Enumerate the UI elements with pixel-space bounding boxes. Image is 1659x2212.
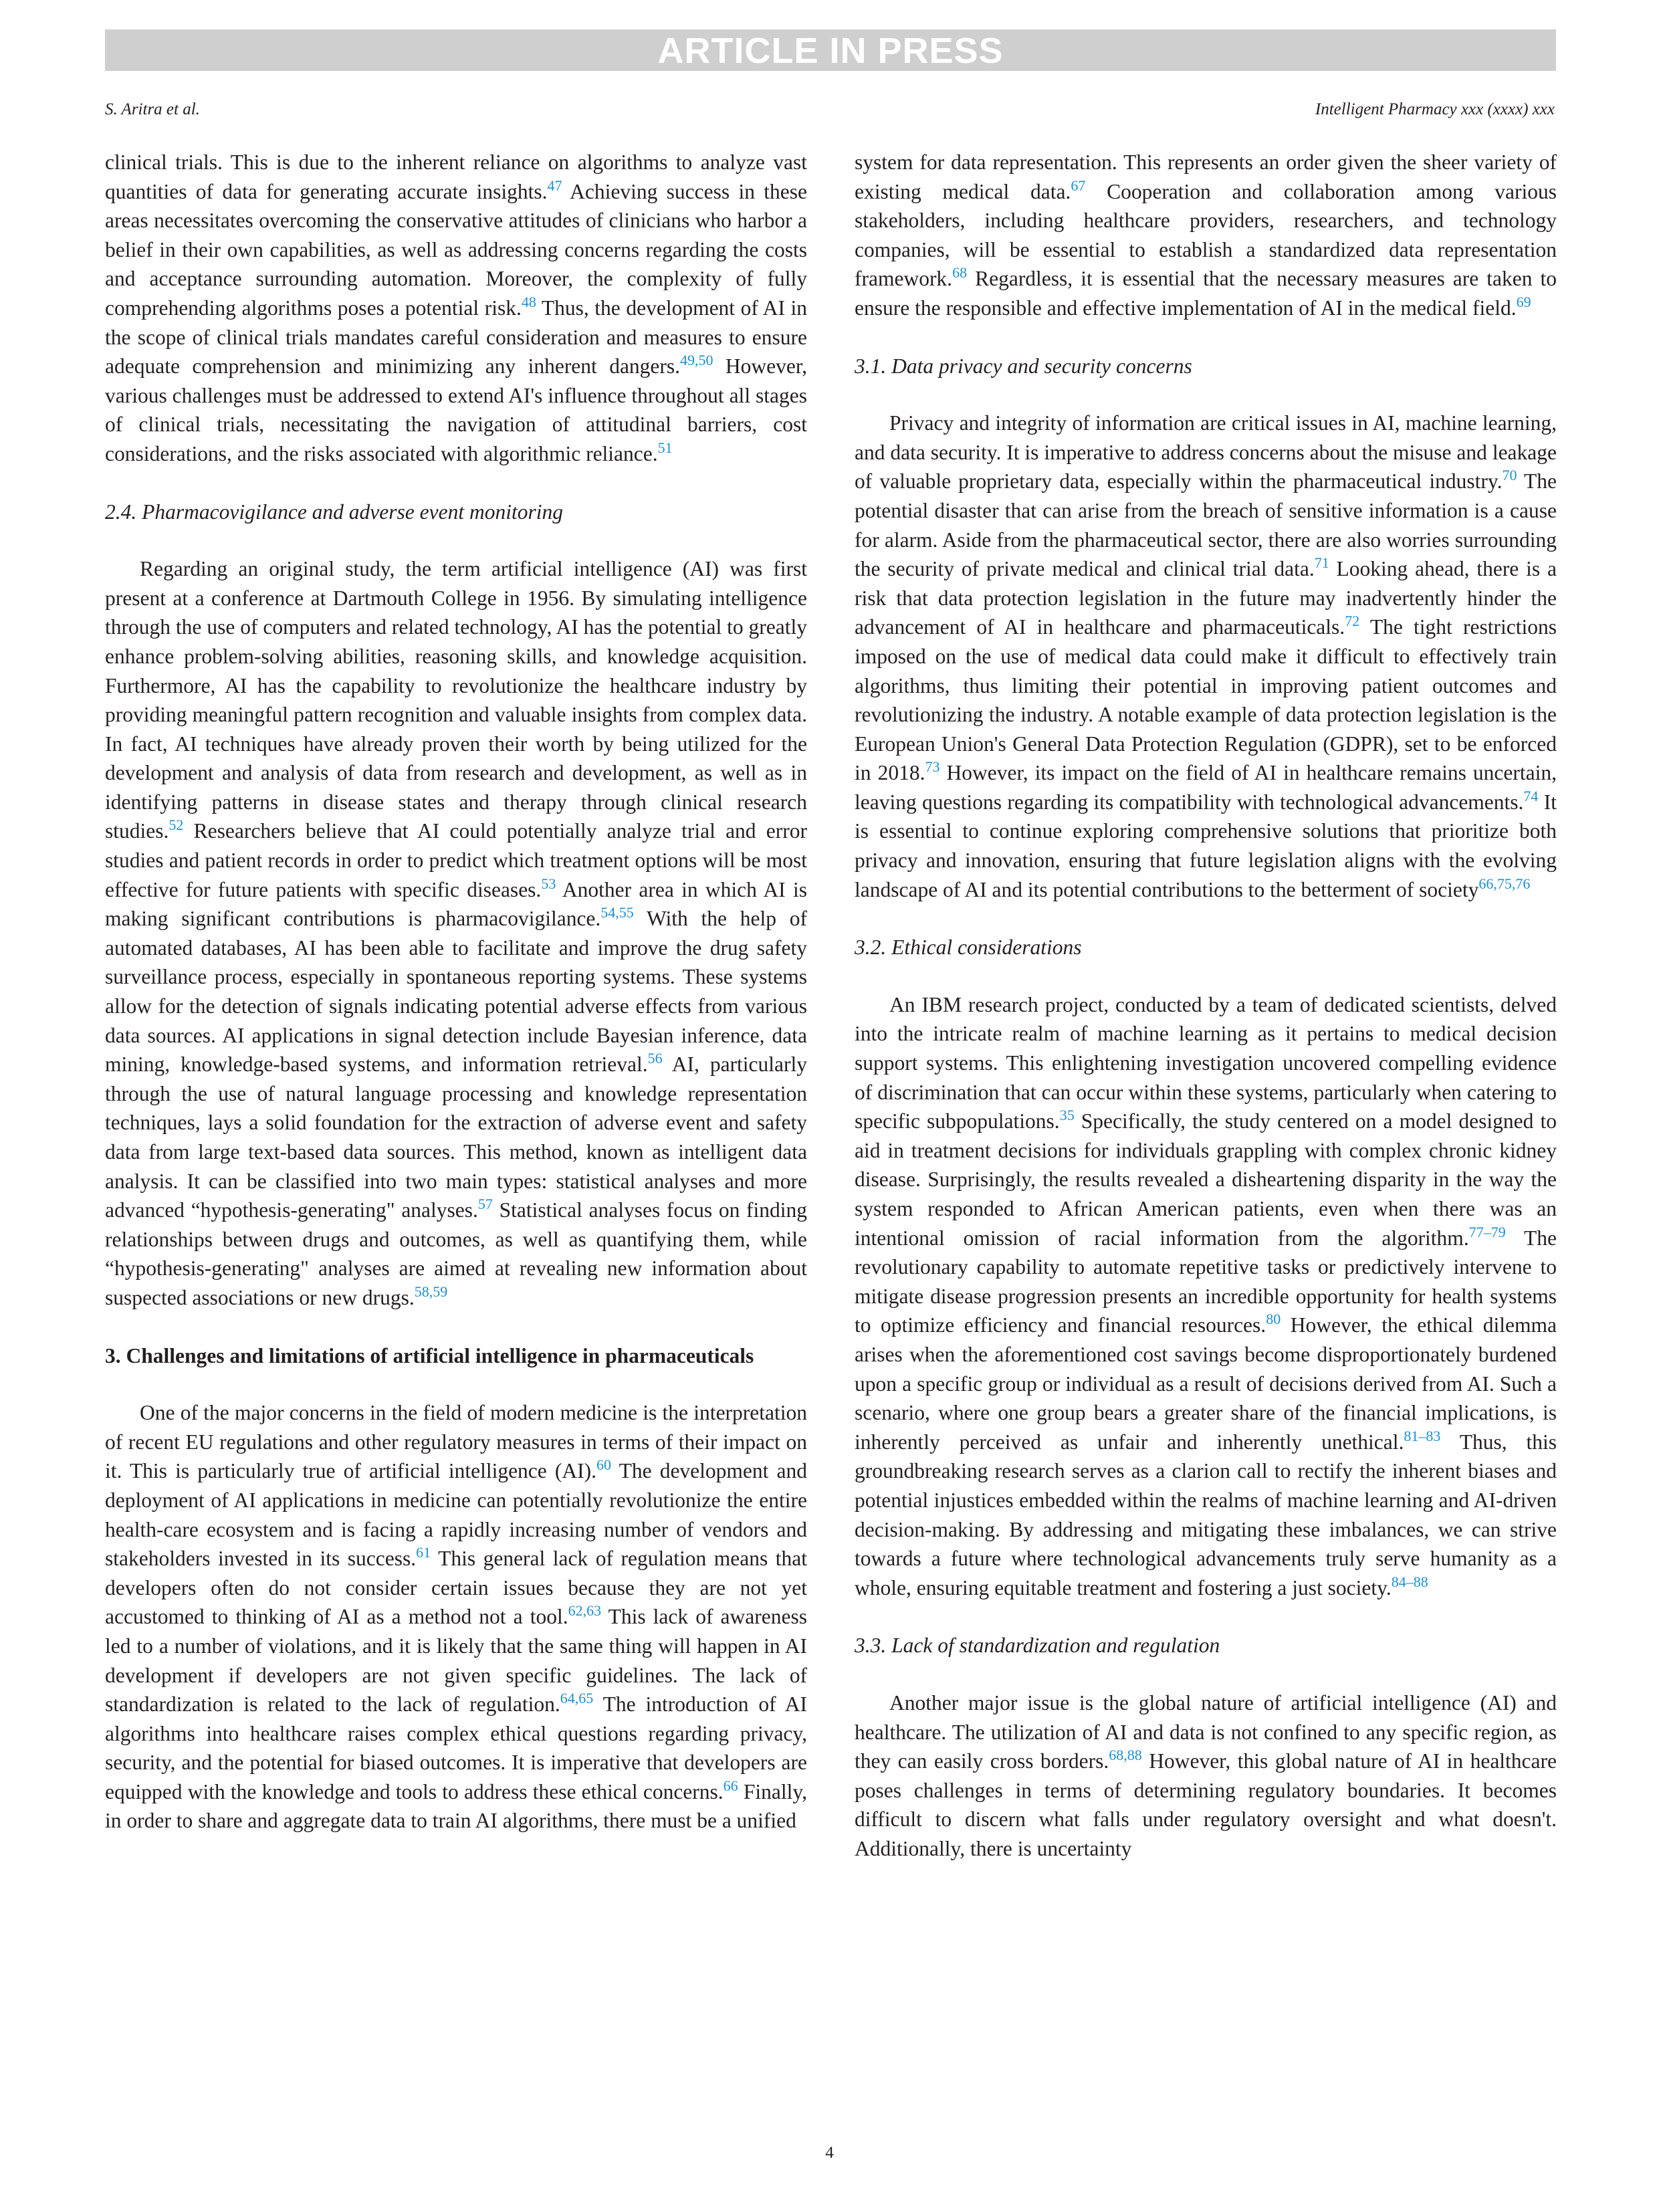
text: Regarding an original study, the term artificial intelligence (AI) was first present at a conference at Dartmouth College in 1956. By simulating intelligence through the use of computers and related technology, AI has the potential to greatly enhance problem-solving abilities, reasoning skills, and knowledge acquisition. Furthermore, AI has the capability to revolutionize the healthcare industry by providing meaningful pattern recognition and valuable insights from complex data. In fact, AI techniques have already proven their worth by being utilized for the development and analysis of data from research and development, as well as in identifying patterns in disease states and therapy through clinical research studies.: [105, 557, 807, 843]
text: Another area in which AI is making significant contributions is pharmacovigilance.: [105, 877, 807, 931]
citation-link[interactable]: 64,65: [560, 1690, 594, 1707]
text: The development and deployment of AI applications in medicine can potentially revolutionize the entire health-care ecosystem and is facing a rapidly increasing number of vendors and stakeholders invested in its success.: [105, 1459, 808, 1571]
text: AI, particularly through the use of natural language processing and knowledge representation techniques, lays a solid foundation for the extraction of adverse event and safety data from large text-based data sources. This method, known as intelligent data analysis. It can be classified into two main types: statistical analyses and more advanced “hypothesis-generating" analyses.: [105, 1053, 807, 1222]
citation-link[interactable]: 74: [1523, 787, 1539, 804]
citation-link[interactable]: 61: [416, 1544, 431, 1561]
text: It is essential to continue exploring comprehensive solutions that prioritize both privacy and innovation, ensuring that future legislation aligns with the evolving landscape of AI and its potential contributions to the betterment of society: [855, 790, 1557, 901]
text: Another major issue is the global nature of artificial intelligence (AI) and healthcare. The utilization of AI and data is not confined to any specific region, as they can easily cross borders.: [855, 1690, 1557, 1773]
subsection-heading: 3.3. Lack of standardization and regulation: [855, 1634, 1220, 1658]
text: Specifically, the study centered on a model designed to aid in treatment decisions for individuals grappling with complex chronic kidney disease. Surprisingly, the results revealed a disheartening disparity in the way the system responded to African American patients, even when there was an intentional omission of racial information from the algorithm.: [855, 1109, 1557, 1250]
citation-link[interactable]: 71: [1314, 554, 1329, 572]
subsection-heading: 2.4. Pharmacovigilance and adverse event monitoring: [105, 500, 563, 524]
text: Cooperation and collaboration among various stakeholders, including healthcare providers, researchers, and technology companies, will be essential to establish a standardized data representation framework.: [855, 179, 1557, 291]
citation-link[interactable]: 67: [1071, 177, 1086, 194]
text: Privacy and integrity of information are critical issues in AI, machine learning, and data security. It is imperative to address concerns about the misuse and leakage of valuable proprietary data, especially within the pharmaceutical industry.: [855, 411, 1557, 493]
text: The revolutionary capability to automate repetitive tasks or predictively intervene to mitigate disease progression presents an incredible opportunity for health systems to optimize efficiency and financial resources.: [855, 1226, 1557, 1337]
citation-link[interactable]: 80: [1266, 1311, 1281, 1328]
text: However, this global nature of AI in healthcare poses challenges in terms of determining regulatory boundaries. It becomes difficult to discern what falls under regulatory oversight and what doesn't. Additionally, there is uncertainty: [855, 1749, 1557, 1860]
text: This general lack of regulation means that developers often do not consider certain issues because they are not yet accustomed to thinking of AI as a method not a tool.: [105, 1547, 807, 1629]
page-number: 4: [825, 2144, 834, 2162]
citation-link[interactable]: 56: [647, 1050, 663, 1067]
text: However, the ethical dilemma arises when the aforementioned cost savings become disproportionately burdened upon a specific group or individual as a result of decisions derived from AI. Such a scenario, where one group bears a greater share of the financial implications, is inherently perceived as unfair and inherently unethical.: [855, 1313, 1557, 1454]
paragraph: [855, 409, 1557, 904]
citation-link[interactable]: 77–79: [1468, 1223, 1506, 1240]
citation-link[interactable]: 62,63: [568, 1602, 602, 1620]
text: Thus, this groundbreaking research serves as a clarion call to rectify the inherent biases and potential injustices embedded within the realms of machine learning and AI-driven decision-making. By addressing and mitigating these imbalances, we can strive towards a future where technological advancements truly serve humanity as a whole, ensuring equitable treatment and fostering a just society.: [855, 1430, 1557, 1599]
paragraph: [855, 990, 1557, 1602]
paragraph: [105, 554, 807, 1312]
text: Thus, the development of AI in the scope of clinical trials mandates careful consideration and measures to ensure adequate comprehension and minimizing any inherent dangers.: [105, 296, 808, 378]
text: The potential disaster that can arise from the breach of sensitive information is a cause for alarm. Aside from the pharmaceutical sector, there are also worries surrounding the security of private medical and clinical trial data.: [855, 469, 1557, 581]
citation-link[interactable]: 70: [1502, 467, 1517, 484]
text: One of the major concerns in the field of modern medicine is the interpretation of recent EU regulations and other regulatory measures in terms of their impact on it. This is particularly true of artificial intelligence (AI).: [105, 1401, 807, 1483]
left-column: [105, 148, 807, 1836]
running-head-authors: S. Aritra et al.: [105, 100, 200, 118]
text: Achieving success in these areas necessitates overcoming the conservative attitudes of clinicians who harbor a belief in their own capabilities, as well as addressing concerns regarding the costs and acceptance surrounding automation. Moreover, the complexity of fully comprehending algorithms poses a potential risk.: [105, 179, 807, 320]
subsection-heading: 3.1. Data privacy and security concerns: [855, 354, 1192, 378]
citation-link[interactable]: 47: [547, 177, 562, 194]
text: Statistical analyses focus on finding relationships between drugs and outcomes, as well as quantifying them, while “hypothesis-generating" analyses are aimed at revealing new information about suspected associations or new drugs.: [105, 1198, 807, 1309]
citation-link[interactable]: 66,75,76: [1478, 875, 1531, 892]
section-heading: 3. Challenges and limitations of artificial intelligence in pharmaceuticals: [105, 1343, 754, 1367]
citation-link[interactable]: 84–88: [1391, 1573, 1428, 1590]
citation-link[interactable]: 73: [925, 758, 940, 776]
citation-link[interactable]: 57: [477, 1196, 493, 1213]
citation-link[interactable]: 53: [541, 875, 556, 892]
paragraph: [855, 1688, 1557, 1864]
citation-link[interactable]: 58,59: [414, 1283, 448, 1300]
text: Looking ahead, there is a risk that data protection legislation in the future may inadvertently hinder the advancement of AI in healthcare and pharmaceuticals.: [855, 557, 1557, 639]
right-column: [855, 148, 1557, 1863]
text: The introduction of AI algorithms into healthcare raises complex ethical questions regarding privacy, security, and the potential for biased outcomes. It is imperative that developers are equipped with the knowledge and tools to address these ethical concerns.: [105, 1692, 807, 1803]
text: An IBM research project, conducted by a team of dedicated scientists, delved into the intricate realm of machine learning as it pertains to medical decision support systems. This enlightening investigation uncovered compelling evidence of discrimination that can occur within these systems, particularly when catering to specific subpopulations.: [855, 992, 1557, 1133]
citation-link[interactable]: 49,50: [680, 352, 713, 369]
text: Regardless, it is essential that the necessary measures are taken to ensure the responsible and effective implementation of AI in the medical field.: [855, 267, 1557, 320]
running-head-journal: Intelligent Pharmacy xxx (xxxx) xxx: [1315, 100, 1555, 118]
citation-link[interactable]: 52: [169, 816, 184, 834]
citation-link[interactable]: 81–83: [1404, 1427, 1441, 1444]
text: This lack of awareness led to a number of violations, and it is likely that the same thing will happen in AI development if developers are not given specific guidelines. The lack of standardization is related to the lack of regulation.: [105, 1605, 807, 1717]
paragraph: [105, 1398, 807, 1836]
citation-link[interactable]: 72: [1345, 613, 1360, 630]
article-in-press-banner: ARTICLE IN PRESS: [105, 29, 1556, 71]
text: However, its impact on the field of AI in healthcare remains uncertain, leaving questions regarding its compatibility with technological advancements.: [855, 761, 1557, 814]
subsection-heading: 3.2. Ethical considerations: [855, 935, 1082, 960]
citation-link[interactable]: 66: [723, 1777, 738, 1794]
citation-link[interactable]: 51: [657, 439, 673, 456]
text: However, various challenges must be addressed to extend AI's influence throughout all stages of clinical trials, necessitating the navigation of attitudinal barriers, cost considerations, and the risks associated with algorithmic reliance.: [105, 354, 807, 465]
text: The tight restrictions imposed on the use of medical data could make it difficult to effectively train algorithms, thus limiting their potential in improving patient outcomes and revolutionizing the industry. A notable example of data protection legislation is the European Union's General Data Protection Regulation (GDPR), set to be enforced in 2018.: [855, 615, 1557, 785]
text: clinical trials. This is due to the inherent reliance on algorithms to analyze vast quantities of data for generating accurate insights.: [105, 150, 807, 203]
citation-link[interactable]: 69: [1516, 293, 1531, 310]
text: system for data representation. This represents an order given the sheer variety of existing medical data.: [855, 150, 1557, 203]
citation-link[interactable]: 68,88: [1109, 1747, 1142, 1764]
citation-link[interactable]: 68: [952, 264, 968, 282]
citation-link[interactable]: 48: [521, 293, 536, 310]
text: Finally, in order to share and aggregate data to train AI algorithms, there must be a unified: [105, 1779, 807, 1833]
citation-link[interactable]: 60: [596, 1456, 612, 1474]
paragraph: [855, 148, 1557, 323]
citation-link[interactable]: 54,55: [600, 904, 634, 921]
citation-link[interactable]: 35: [1059, 1107, 1075, 1124]
paragraph: [105, 148, 807, 469]
text: Researchers believe that AI could potentially analyze trial and error studies and patient records in order to predict which treatment options will be most effective for future patients with specific diseases.: [105, 819, 807, 901]
text: With the help of automated databases, AI has been able to facilitate and improve the drug safety surveillance process, especially in spontaneous reporting systems. These systems allow for the detection of signals indicating potential adverse effects from various data sources. AI applications in signal detection include Bayesian inference, data mining, knowledge-based systems, and information retrieval.: [105, 907, 807, 1077]
